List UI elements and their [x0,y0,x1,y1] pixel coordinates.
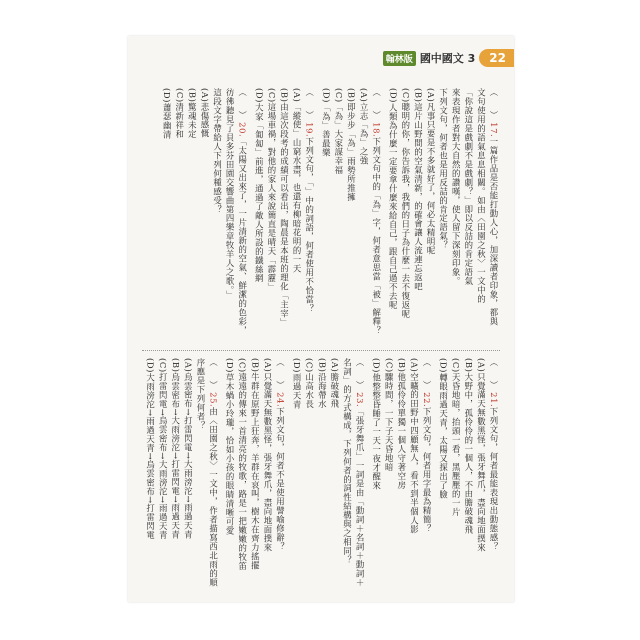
answer-blank: （ ） [304,88,315,123]
question-stem: （ ）25.由〈田園之秋〉一文中，作者描寫西北雨的順序應是下列何者？ [195,358,219,588]
question-text-line: 這段文字帶給人下列何種感受？ [212,88,223,214]
answer-option: (C)山高水長 [304,358,315,409]
answer-option: (D)「為」善最樂 [321,88,332,157]
answer-option: (B)這片山野間的空氣清新，的確會讓人流連忘返吧 [413,88,424,292]
question-q24 [224,358,287,590]
answer-option: (D)蕭瑟幽清 [162,88,173,140]
answer-option: (D)大家「匍匐」前進，通過了敵人所設的鐵絲網 [254,88,265,283]
question-q22 [370,358,433,590]
question-number: 20. [237,122,248,138]
question-q20 [161,88,249,344]
answer-option: (B)沿海帶水 [317,358,328,409]
question-text-line: 下列文句，何者也是用反詰的肯定語氣？ [438,88,449,250]
answer-blank: （ ） [208,358,219,393]
question-stem: （ ）23.「張牙舞爪」一詞是由「動詞＋名詞＋動詞＋名詞」的方式構成，下列何者的詞性結構與之相同？ [342,358,366,588]
question-number: 17. [489,122,499,138]
answer-blank: （ ） [489,88,499,123]
answer-option: (D)他整整昏睡了一天一夜才醒來 [371,358,382,490]
question-text-line: 文句使用的語氣息息相關。如由〈田園之秋〉一文中的 [476,88,487,304]
answer-option: (B)他孤伶伶單獨一個人守著空房 [396,358,407,490]
answer-option: (A)只覺滿天無數黑怪，張牙舞爪，盡向地面撲來 [262,358,273,553]
answer-blank: （ ） [489,358,499,393]
question-stem: （ ）17.一篇作品是否能打動人心，加深讀者印象，都與 [489,88,499,327]
answer-option: (B)由這次段考的成績可以看出，陶晨是本班的理化「主宰」 [279,88,290,328]
answer-option: (A)悲傷感慨 [199,88,210,139]
answer-option: (C)清新祥和 [174,88,185,139]
answer-option: (C)打雷閃電→烏雲密布→大雨滂沱→雨過天青 [158,358,169,540]
question-q21 [437,358,500,590]
answer-option: (A)凡事只要是不多就好了，何必太精明呢 [426,88,437,256]
answer-option: (C)遠遠的傳來一首清亮的牧歌，路是一把嫩嫩的牧笛 [237,358,248,571]
question-q17 [387,88,500,344]
answer-option: (A)膽破魂飛 [329,358,340,409]
answer-blank: （ ） [422,358,433,393]
answer-option: (B)大野中，孤伶伶的一個人，不由膽破魂飛 [463,358,474,535]
question-number: 24. [275,392,286,408]
question-text-line: 彷彿聽見了貝多芬田園交響曲第四樂章牧羊人之歌。」 [225,88,236,300]
question-stem: （ ）21.下列文句，何者最能表現出動態感？ [489,358,499,552]
answer-option: (C)「為」大家謀幸福 [333,88,344,175]
answer-option: (A)「縱使」山窮水盡，也還有柳暗花明的一天 [292,88,303,274]
answer-option: (A)立志「為」之強 [359,88,370,166]
answer-option: (D)人類為什麼一定要拿什麼來給自己，跟自己過不去呢 [388,88,399,310]
answer-option: (B)烏雲密布→大雨滂沱→打雷閃電→雨過天青 [170,358,181,540]
page-number: 22 [479,49,514,67]
questions-bottom-column [142,358,500,590]
answer-option: (A)烏雲密布→打雷閃電→大雨滂沱→雨過天青 [183,358,194,540]
question-number: 25. [208,392,219,408]
answer-option: (C)這場車禍，對他的家人來說簡直是晴天「霹靂」 [266,88,277,292]
question-stem: （ ）22.下列文句，何者用字最為精簡？ [422,358,433,534]
page-header [383,48,514,68]
question-stem: （ ）20.「太陽又出來了，一片清新的空氣、鮮潔的色彩， [237,88,248,336]
question-q18 [320,88,383,344]
question-stem: （ ）24.下列文句，何者不是使用譬喻修辭？ [275,358,286,552]
answer-option: (A)空曠的田野中四顧無人，看不到半個人影 [409,358,420,535]
question-text-line: 「你說這是戲劇不是戲劇？」即以反詰的肯定語氣 [463,88,474,286]
answer-option: (C)天昏地暗，抬頭一看，黑壓壓的一片 [451,358,462,517]
answer-option: (B)即步步「為」雨勢所推擁 [346,88,357,202]
question-q23 [291,358,367,590]
answer-blank: （ ） [355,358,366,393]
question-text-line: 來表現作者對大自然的讚嘆，使人留下深刻印象。 [451,88,462,286]
question-number: 23. [355,392,366,408]
questions-top-column [142,88,500,344]
answer-option: (D)草木蝸小玲瓏，恰如小孩的眼睛清晰可愛 [225,358,236,535]
question-number: 19. [304,122,315,138]
answer-option: (D)雨過天青 [292,358,303,410]
answer-option: (B)驚魂未定 [187,88,198,139]
question-stem: （ ）19.下列文句，「」中的詞語，何者使用不恰當？ [304,88,315,313]
question-stem: （ ）18.下列文句中的「為」字，何者意思當「被」解釋？ [371,88,382,336]
answer-blank: （ ） [371,88,382,123]
answer-option: (D)轉眼雨過天青，太陽又探出了臉 [438,358,449,499]
question-number: 22. [422,392,433,408]
answer-option: (B)牛群在原野上狂奔，羊群在哀叫，樹木在齊力搖擺 [250,358,261,571]
answer-option: (C)聰明的你，你告訴我，我們的日子為什麼一去不復返呢 [400,88,411,319]
book-title: 國中國文 3 [419,52,476,65]
question-number: 21. [489,392,499,408]
publisher-logo: 翰林版 [383,51,416,66]
answer-option: (A)只覺滿天無數黑怪，張牙舞爪，盡向地面撲來 [476,358,487,553]
answer-blank: （ ） [237,88,248,123]
document-page [128,36,514,602]
answer-option: (D)大雨滂沱→雨過天青→烏雲密布→打雷閃電 [145,358,156,540]
question-q19 [253,88,316,344]
question-q25 [144,358,220,590]
section-divider [142,350,500,351]
question-number: 18. [371,122,382,138]
answer-option: (C)驟時間，一下子天昏地暗 [384,358,395,472]
answer-blank: （ ） [275,358,286,393]
